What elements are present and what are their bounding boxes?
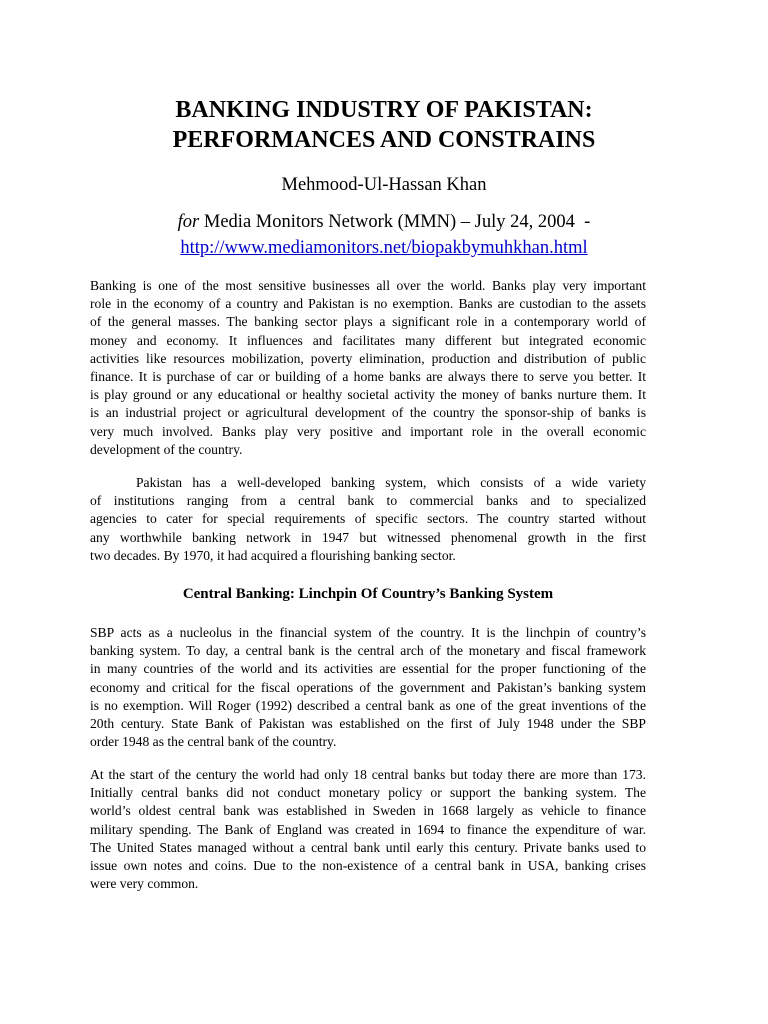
paragraph-line: money and economy. It influences and facilitates many different but integrated economic	[90, 332, 646, 348]
paragraph-line: of the general masses. The banking sector plays a significant role in a contemporary world of	[90, 314, 646, 330]
byline-publisher-date: Media Monitors Network (MMN) – July 24, 2004 -	[199, 212, 591, 232]
paragraph-line: development of the country.	[90, 441, 243, 457]
paragraph-line: economy and critical for the fiscal operations of the government and Pakistan’s banking system	[90, 679, 646, 695]
paragraph-sbp	[90, 624, 646, 751]
paragraph-intro	[90, 277, 646, 459]
paragraph-line: of institutions ranging from a central bank to commercial banks and to specialized	[90, 493, 646, 509]
paragraph-line: any worthwhile banking network in 1947 but witnessed phenomenal growth in the first	[90, 529, 646, 545]
paragraph-line: activities like resources mobilization, poverty elimination, production and distribution of public	[90, 350, 646, 366]
paragraph-line: Pakistan has a well-developed banking system, which consists of a wide variety	[136, 475, 646, 490]
paragraph-line: two decades. By 1970, it had acquired a flourishing banking sector.	[90, 547, 456, 563]
paragraph-central-banks-history	[90, 766, 646, 893]
document-title-line-1: BANKING INDUSTRY OF PAKISTAN:	[175, 97, 593, 123]
paragraph-line: SBP acts as a nucleolus in the financial system of the country. It is the linchpin of country’s	[90, 625, 646, 640]
paragraph-line: 20th century. State Bank of Pakistan was established on the first of July 1948 under the SBP	[90, 716, 646, 732]
paragraph-line: world’s oldest central bank was established in Sweden in 1668 largely as vehicle to finance	[90, 803, 646, 819]
paragraph-line: banking system. To day, a central bank is the central arch of the monetary and fiscal framework	[90, 643, 646, 659]
paragraph-line: is no exemption. Will Roger (1992) described a central bank as one of the great inventions of the	[90, 697, 646, 713]
source-link[interactable]: http://www.mediamonitors.net/biopakbymuhkhan.html	[180, 238, 588, 258]
paragraph-line: is play ground or any educational or healthy societal activity the money of banks nurture them. It	[90, 387, 646, 403]
document-title-line-2: PERFORMANCES AND CONSTRAINS	[172, 127, 596, 153]
section-heading: Central Banking: Linchpin Of Country’s Banking System	[182, 586, 554, 602]
paragraph-line: Initially central banks did not conduct monetary policy or support the banking system. The	[90, 785, 646, 801]
author-name: Mehmood-Ul-Hassan Khan	[281, 175, 487, 195]
paragraph-line: in many countries of the world and its activities are essential for the proper functioning of the	[90, 661, 646, 677]
paragraph-line: is an industrial project or agricultural development of the country the sponsor-ship of banks is	[90, 405, 646, 421]
paragraph-line: very much involved. Banks play very positive and important role in the overall economic	[90, 423, 646, 439]
paragraph-line: The United States managed without a central bank until early this century. Private banks used to	[90, 839, 646, 855]
paragraph-line: At the start of the century the world had only 18 central banks but today there are more than 173.	[90, 767, 646, 782]
paragraph-line: Banking is one of the most sensitive businesses all over the world. Banks play very important	[90, 278, 646, 293]
paragraph-line: were very common.	[90, 876, 199, 892]
paragraph-line: finance. It is purchase of car or building of a home banks are always there to serve you better. It	[90, 369, 646, 385]
paragraph-line: issue own notes and coins. Due to the non-existence of a central bank in USA, banking crises	[90, 858, 646, 874]
paragraph-line: role in the economy of a country and Pakistan is no exemption. Banks are custodian to the assets	[90, 296, 646, 312]
paragraph-line: order 1948 as the central bank of the country.	[90, 734, 337, 750]
publication-byline	[60, 210, 708, 234]
paragraph-banking-system	[90, 474, 646, 565]
byline-for: for	[177, 212, 200, 232]
paragraph-line: agencies to cater for special requirements of specific sectors. The country started without	[90, 511, 646, 527]
paragraph-line: military spending. The Bank of England was created in 1694 to finance the expenditure of war.	[90, 821, 646, 837]
